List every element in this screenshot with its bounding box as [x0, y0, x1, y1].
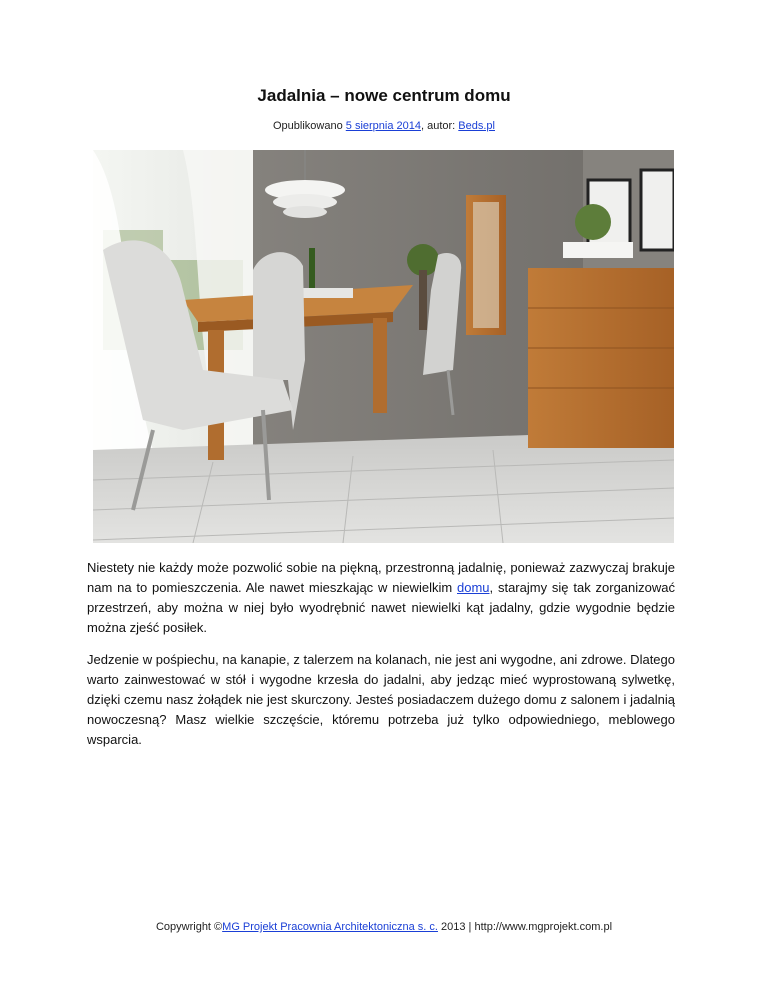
paragraph-1-text-b: , starajmy się tak zorganizować przestrzeń, aby można w niej było wyodrębnić nawet niewielki kąt jadalny, gdzie wygodnie będzie można zjeść posiłek. [87, 580, 675, 635]
footer-prefix: Copywright © [155, 921, 223, 933]
paragraph-1-text-a: Niestety nie każdy może pozwolić sobie na piękną, przestronną jadalnię, ponieważ zazwyczaj brakuje nam na to pomieszczenia. Ale nawet mieszkając w niewielkim [87, 560, 675, 595]
date-link[interactable]: 5 sierpnia 2014 [345, 120, 421, 132]
footer-suffix: 2013 | http://www.mgprojekt.com.pl [437, 921, 613, 933]
paragraph-2: Jedzenie w pośpiechu, na kanapie, z talerzem na kolanach, nie jest ani wygodne, ani zdrowe. Dlatego warto zainwestować w stół i wygodne krzesła do jadalni, aby jedząc mieć wyprostowaną sylwetkę, dzięki czemu nasz żołądek nie jest skurczony. Jesteś posiadaczem dużego domu z salonem i jadalnią nowoczesną? Masz wielkie szczęście, któremu potrzeba już tylko odpowiedniego, meblowego wsparcia. [87, 652, 675, 747]
dining-room-photo [93, 150, 674, 543]
paragraph-1 [87, 558, 675, 638]
page-footer [0, 921, 768, 933]
meta-middle: , autor: [421, 120, 459, 132]
article-title: Jadalnia – nowe centrum domu [257, 86, 511, 105]
author-link[interactable]: Beds.pl [458, 120, 495, 132]
dom-link[interactable]: domu [457, 580, 490, 595]
company-link[interactable]: MG Projekt Pracownia Architektoniczna s. c. [222, 921, 438, 933]
article-meta [0, 120, 768, 132]
meta-prefix: Opublikowano [272, 120, 346, 132]
